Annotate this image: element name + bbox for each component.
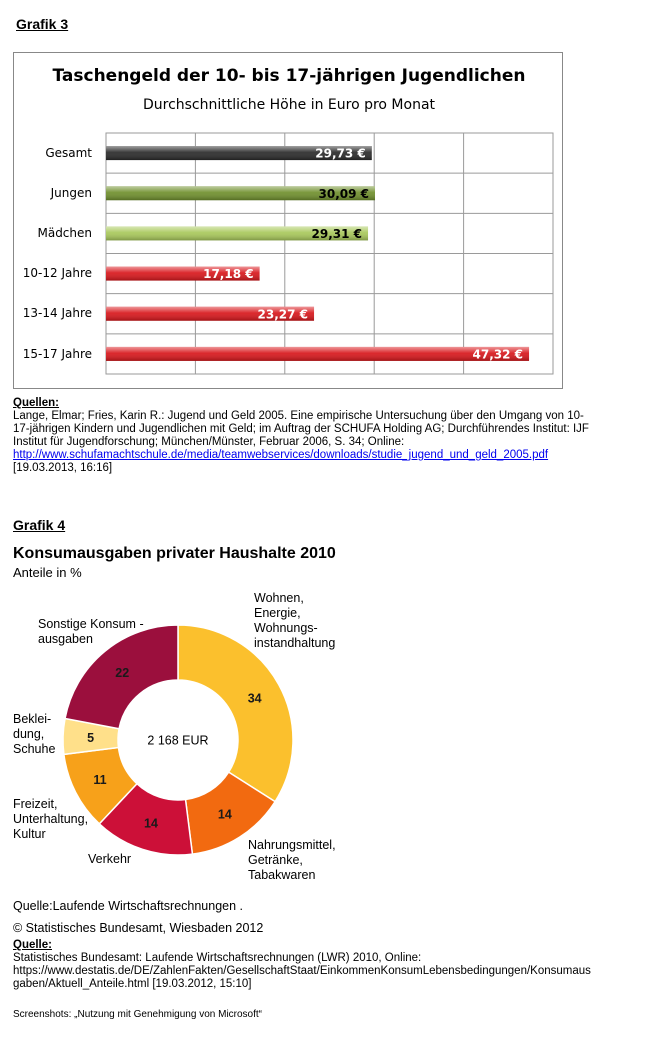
slice-value-label: 14 xyxy=(144,816,158,831)
source-link[interactable]: http://www.schufamachtschule.de/media/teamwebservices/downloads/studie_jugend_und_geld_2005.pdf xyxy=(13,449,549,461)
donut-center-label: 2 168 EUR xyxy=(147,733,209,748)
category-label: 13-14 Jahre xyxy=(22,306,92,320)
source-line: Lange, Elmar; Fries, Karin R.: Jugend und Geld 2005. Eine empirische Untersuchung über den Umgang von 10- xyxy=(13,410,584,422)
chart-title: Taschengeld der 10- bis 17-jährigen Jugendlichen xyxy=(52,66,526,86)
source-line: Statistisches Bundesamt: Laufende Wirtschaftsrechnungen (LWR) 2010, Online: xyxy=(13,952,422,964)
grafik4-sources xyxy=(13,939,633,991)
slice-label-nahrung: Nahrungsmittel, Getränke, Tabakwaren xyxy=(248,838,336,882)
bar-value-label: 23,27 € xyxy=(257,307,309,322)
slice-value-label: 22 xyxy=(115,666,130,681)
source-line: Institut für Jugendforschung; München/Münster, Februar 2006, S. 34; Online: xyxy=(13,436,405,448)
slice-label-bekleidung: Beklei- dung, Schuhe xyxy=(13,712,56,756)
category-label: Mädchen xyxy=(37,226,92,240)
category-label: 15-17 Jahre xyxy=(22,347,92,361)
chart-subtitle: Durchschnittliche Höhe in Euro pro Monat xyxy=(142,97,436,113)
donut-copyright: © Statistisches Bundesamt, Wiesbaden 2012 xyxy=(13,921,264,935)
slice-value-label: 14 xyxy=(217,807,232,822)
source-date: [19.03.2013, 16:16] xyxy=(13,462,113,474)
slice-label-freizeit: Freizeit, Unterhaltung, Kultur xyxy=(13,797,89,841)
source-line: gaben/Aktuell_Anteile.html [19.03.2012, 15:10] xyxy=(13,978,252,990)
slice-value-label: 34 xyxy=(247,691,262,706)
bar-plot-area xyxy=(14,53,564,390)
slice-value-label: 11 xyxy=(93,773,107,788)
slice-label-verkehr: Verkehr xyxy=(88,852,132,866)
grafik3-heading: Grafik 3 xyxy=(16,16,69,32)
category-label: Gesamt xyxy=(45,146,92,160)
source-line: https://www.destatis.de/DE/ZahlenFakten/GesellschaftStaat/EinkommenKonsumLebensbedingungen/Konsumaus xyxy=(13,965,591,977)
footer-note: Screenshots: „Nutzung mit Genehmigung von Microsoft“ xyxy=(13,1009,262,1020)
bar-value-label: 29,31 € xyxy=(311,226,363,241)
taschengeld-chart xyxy=(13,52,563,389)
slice-label-wohnen: Wohnen, Energie, Wohnungs- instandhaltung xyxy=(254,591,336,650)
donut-title: Konsumausgaben privater Haushalte 2010 xyxy=(13,545,336,562)
source-line: 17-jährigen Kindern und Jugendlichen mit Geld; im Auftrag der SCHUFA Holding AG; Durchführendes Institut: IJF xyxy=(13,423,589,435)
donut-subtitle: Anteile in % xyxy=(13,565,82,580)
sources-title: Quelle: xyxy=(13,939,52,951)
bar-value-label: 30,09 € xyxy=(318,186,370,201)
bar-value-label: 17,18 € xyxy=(203,267,254,282)
bar-highlight xyxy=(106,347,529,361)
slice-label-sonstige: Sonstige Konsum - ausgaben xyxy=(38,617,144,646)
donut-slice xyxy=(178,625,293,802)
category-label: Jungen xyxy=(50,186,92,200)
slice-value-label: 5 xyxy=(87,730,95,745)
bar-value-label: 47,32 € xyxy=(472,347,524,362)
sources-title: Quellen: xyxy=(13,397,60,409)
grafik3-sources xyxy=(13,397,628,475)
bar-value-label: 29,73 € xyxy=(315,146,366,161)
donut-source-line: Quelle:Laufende Wirtschaftsrechnungen . xyxy=(13,899,243,913)
category-label: 10-12 Jahre xyxy=(22,266,92,280)
grafik4-heading: Grafik 4 xyxy=(13,517,66,533)
